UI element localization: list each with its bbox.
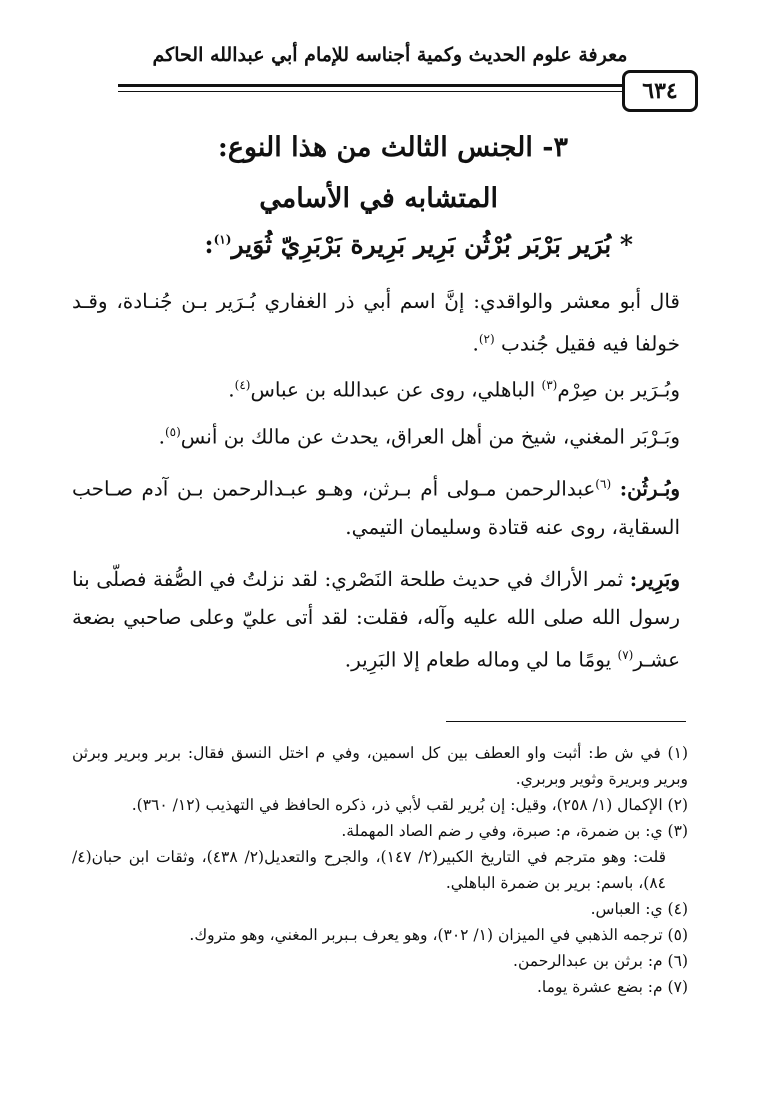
paragraph-3 [72,413,680,456]
paragraph-text: يومًا ما لي وماله طعام إلا البَرِير. [344,647,618,672]
footnote-4: (٤) ي: العباس. [590,900,688,918]
footnote-ref: (٤) [234,378,251,392]
footnote-2: (٢) الإكمال (١/ ٢٥٨)، وقيل: إن بُرير لقب لأبي ذر، ذكره الحافظ في التهذيب (١٢/ ٣٦٠). [131,796,688,814]
page-number: ٦٣٤ [622,70,698,112]
footnote-3: (٣) ي: بن ضمرة، م: صبرة، وفي ر ضم الصاد المهملة. [341,822,688,840]
header-rule [118,84,683,96]
paragraph-2 [72,366,680,409]
paragraph-5 [72,560,680,679]
footnote-3-note: قلت: وهو مترجم في التاريخ الكبير(٢/ ١٤٧)، والجرح والتعديل(٢/ ٤٣٨)، وثقات ابن حبان(٤/ ٨٤)، باسم: برير بن ضمرة الباهلي. [72,848,666,892]
paragraph-text: ثمر الأراك في حديث طلحة النَصْري: لقد نزلتُ في الصُّفة فصلّى بنا رسول الله صلى الله عليه وآله، فقلت: لقد أتى عليّ وعلى صاحبي بضعة عشـر [72,567,680,672]
footnote-6: (٦) م: برثن بن عبدالرحمن. [513,952,688,970]
footnotes [72,740,688,1000]
footnote-ref: (٧) [617,648,634,662]
footnote-ref: (٦) [595,477,612,491]
section-title: ٣- الجنس الثالث من هذا النوع: [217,132,568,163]
paragraph-1 [72,282,680,363]
footnote-7: (٧) م: بضع عشرة يوما. [537,978,688,996]
footnote-5: (٥) ترجمه الذهبي في الميزان (١/ ٣٠٢)، وهو يعرف بـبربر المغني، وهو متروك. [189,926,688,944]
paragraph-text: وبَـرْبَر المغني، شيخ من أهل العراق، يحدث عن مالك بن أنس [180,424,680,449]
footnote-ref: (٣) [541,378,558,392]
footnote-separator [446,721,686,722]
paragraph-end: . [158,424,165,449]
section-subtitle: المتشابه في الأسامي [259,183,498,214]
paragraph-text: وبُـرَير بن صِرْم [557,377,680,402]
paragraph-lead: وبَرِير: [629,567,680,591]
footnote-ref: (٥) [164,425,181,439]
footnote-1: (١) في ش ط: أثبت واو العطف بين كل اسمين، وفي م اختل النسق فقال: بربر وبرير وبرثن وبرير وبريرة وثوير وبربري. [72,744,688,788]
paragraph-text: الباهلي، روى عن عبدالله بن عباس [250,377,542,402]
running-header: معرفة علوم الحديث وكمية أجناسه للإمام أبي عبدالله الحاكم [152,44,628,66]
names-text: * بُرَير بَرْبَر بُرْثُن بَرِير بَرِيرة بَرْبَرِيّ ثُوَير [231,230,633,259]
paragraph-text: عبدالرحمن مـولى أم بـرثن، وهـو عبـدالرحمن بـن آدم صـاحب السقاية، روى عنه قتادة وسليمان التيمي. [72,476,680,539]
paragraph-lead: وبُـرثُن: [619,476,681,501]
paragraph-end: . [228,377,235,402]
names-colon: : [204,230,214,259]
paragraph-4 [72,465,680,546]
footnote-ref: (١) [213,232,232,247]
paragraph-text: قال أبو معشر والواقدي: إنَّ اسم أبي ذر الغفاري بُـرَير بـن جُنـادة، وقـد خولفا فيه فقيل جُندب [72,289,680,356]
names-heading [204,230,633,259]
paragraph-end: . [472,331,479,356]
footnote-ref: (٢) [478,332,495,346]
